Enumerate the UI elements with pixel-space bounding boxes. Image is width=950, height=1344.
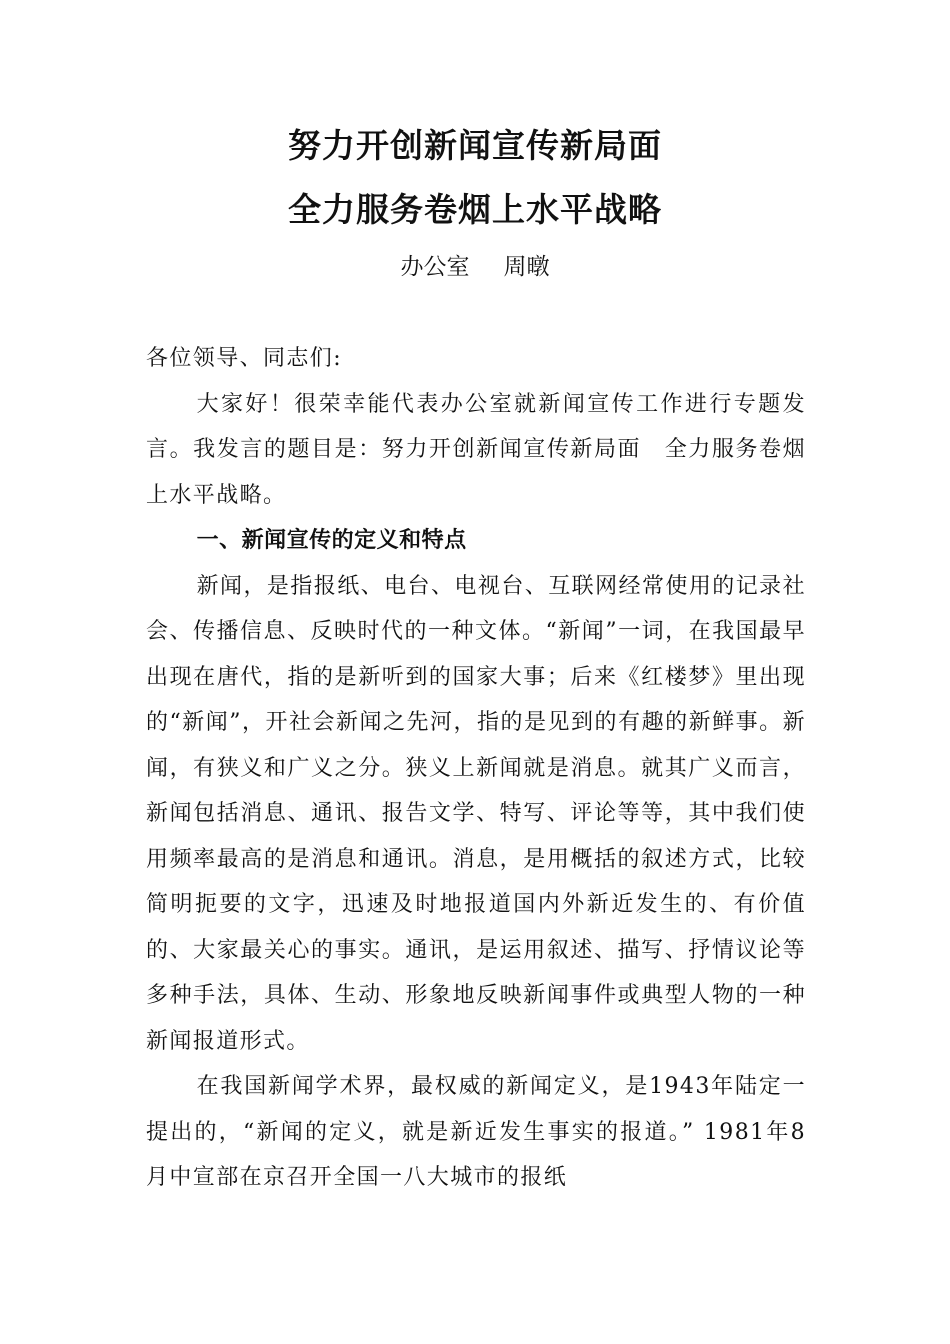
document-body <box>146 336 806 1201</box>
section-heading: 一、新闻宣传的定义和特点 <box>196 528 467 553</box>
document-title-line-1: 努力开创新闻宣传新局面 <box>288 126 662 165</box>
paragraph-academic-definition: 在我国新闻学术界，最权威的新闻定义，是1943年陆定一提出的，“新闻的定义，就是新近发生事实的报道。” 1981年8月中宣部在京召开全国一八大城市的报纸 <box>146 1074 806 1190</box>
paragraph-intro: 大家好！很荣幸能代表办公室就新闻宣传工作进行专题发言。我发言的题目是：努力开创新闻宣传新局面 全力服务卷烟上水平战略。 <box>146 391 806 508</box>
paragraph-news-definition: 新闻，是指报纸、电台、电视台、互联网经常使用的记录社会、传播信息、反映时代的一种文体。“新闻”一词，在我国最早出现在唐代，指的是新听到的国家大事；后来《红楼梦》里出现的“新闻”，开社会新闻之先河，指的是见到的有趣的新鲜事。新闻，有狭义和广义之分。狭义上新闻就是消息。就其广义而言，新闻包括消息、通讯、报告文学、特写、评论等等，其中我们使用频率最高的是消息和通讯。消息，是用概括的叙述方式，比较简明扼要的文字，迅速及时地报道国内外新近发生的、有价值的、大家最关心的事实。通讯，是运用叙述、描写、抒情议论等多种手法，具体、生动、形象地反映新闻事件或典型人物的一种新闻报道形式。 <box>146 573 806 1054</box>
author-line <box>0 250 950 284</box>
author-name: 周暾 <box>503 254 550 280</box>
author-department: 办公室 <box>400 254 470 280</box>
salutation: 各位领导、同志们: <box>146 346 343 371</box>
document-title-line-2: 全力服务卷烟上水平战略 <box>288 190 662 229</box>
